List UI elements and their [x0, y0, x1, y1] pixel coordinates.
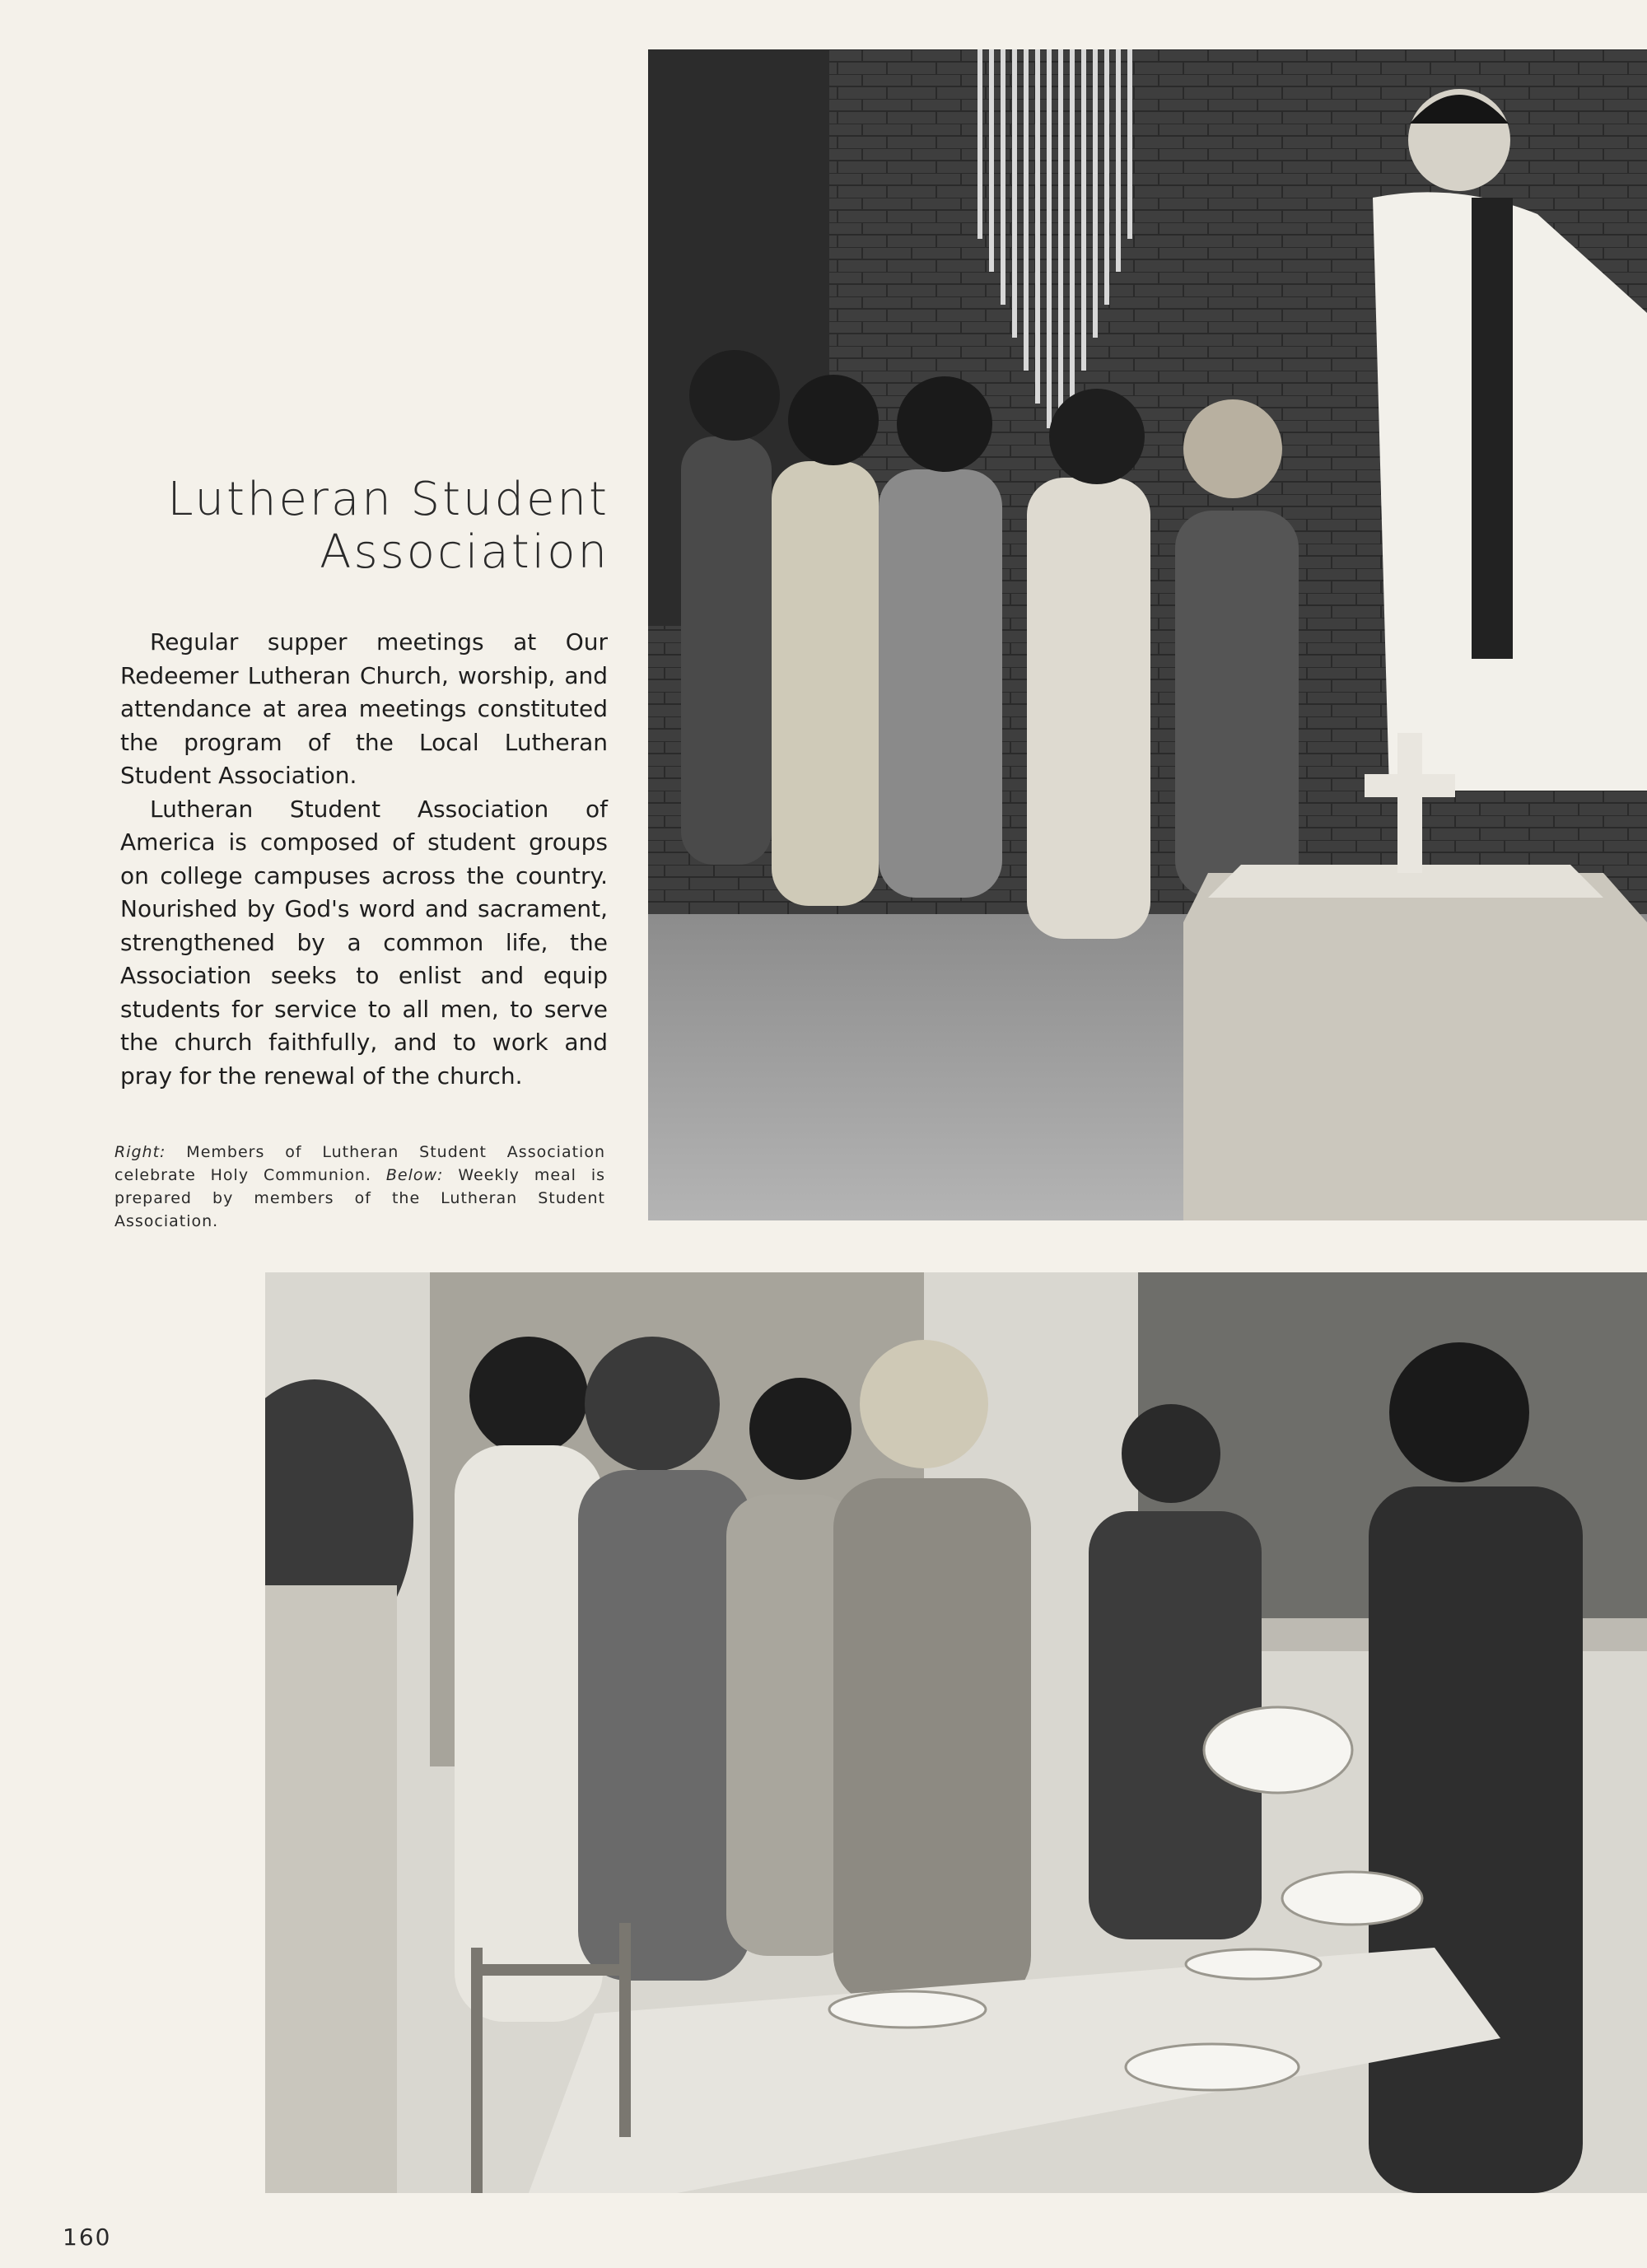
meal-photo: [265, 1272, 1647, 2193]
article-body: [120, 626, 608, 1093]
communion-photo: [648, 49, 1647, 1220]
caption-text-below: Weekly meal is prepared by members of the Lutheran Student Association.: [114, 1166, 606, 1230]
paragraph-2: Lutheran Student Association of America is composed of student groups on college campuses across the country. Nourished by God's word and sacrament, strengthened by a common life, the Association seeks to enlist and equip students for service to all men, to serve the church faithfully, and to work and pray for the renewal of the church.: [120, 795, 608, 1090]
caption-label-below: Below:: [385, 1166, 444, 1184]
photo-caption: [114, 1141, 605, 1233]
paragraph-1: Regular supper meetings at Our Redeemer Lutheran Church, worship, and attendance at area meetings constituted the program of the Local Lutheran Student Association.: [120, 628, 608, 789]
communion-photo-illustration: [648, 49, 1647, 1220]
title-line-1: Lutheran Student: [167, 473, 609, 526]
meal-photo-illustration: [265, 1272, 1647, 2193]
page-number: 160: [63, 2224, 112, 2251]
article-title: [74, 474, 609, 579]
title-line-2: Association: [320, 525, 609, 579]
caption-label-right: Right:: [114, 1143, 166, 1161]
caption-text-right: Members of Lutheran Student Association celebrate Holy Communion.: [114, 1143, 605, 1184]
